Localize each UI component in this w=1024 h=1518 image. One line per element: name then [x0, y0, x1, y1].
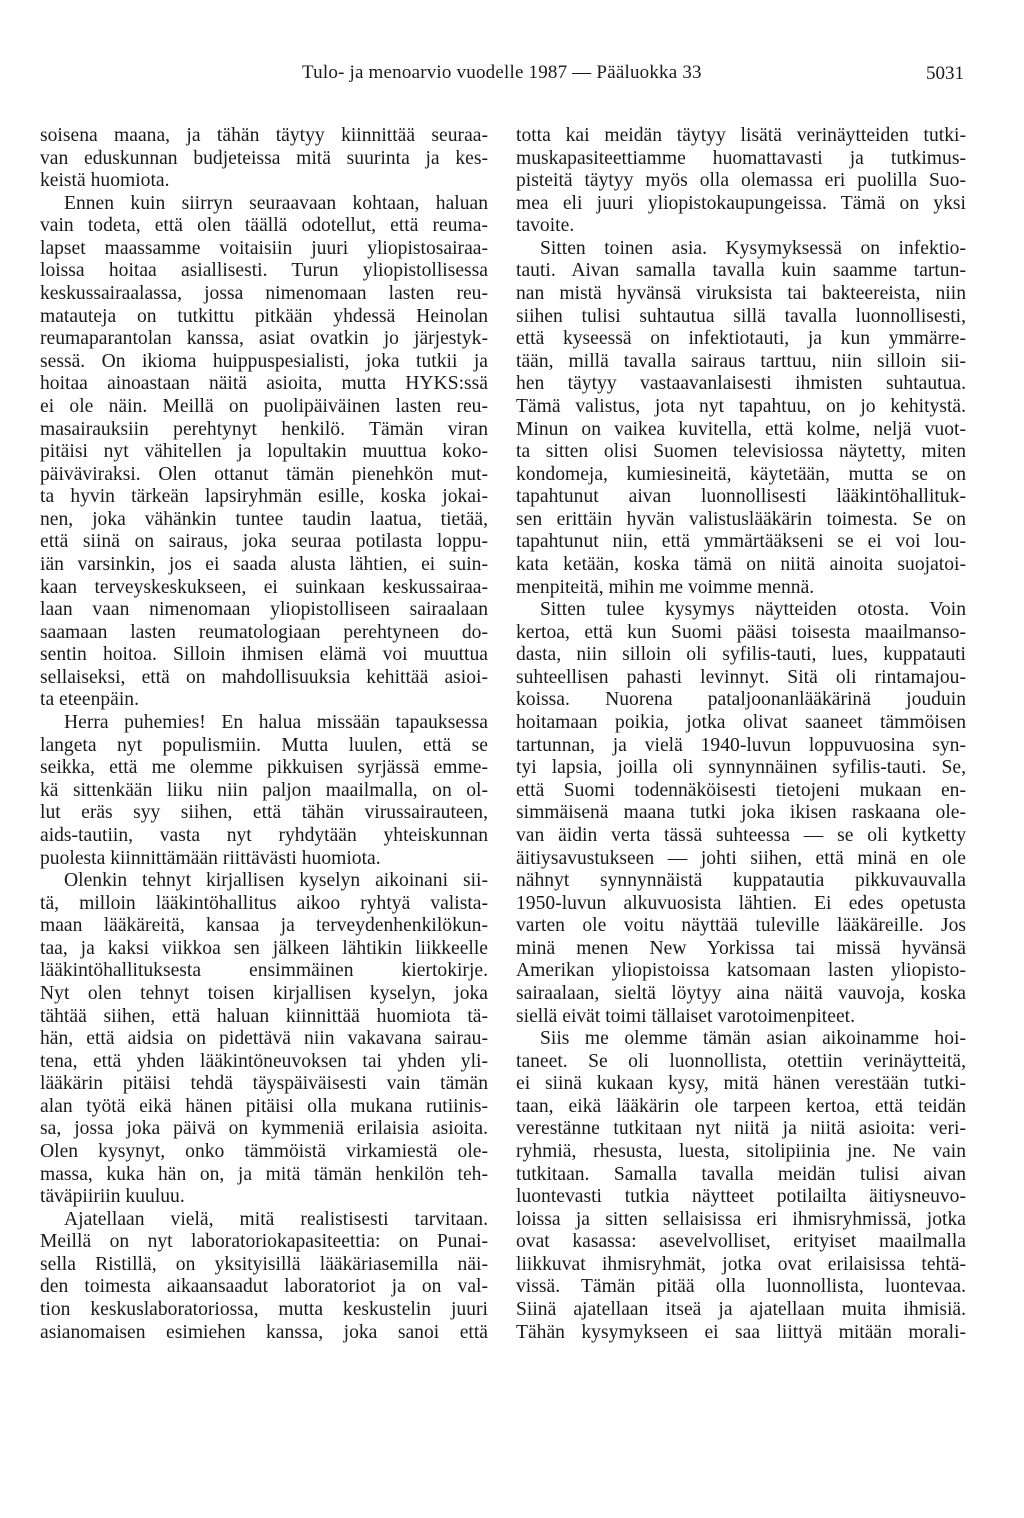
text-line: Amerikan yliopistoissa katsomaan lasten yliopisto-: [516, 960, 966, 982]
text-line: Ajatellaan vielä, mitä realistisesti tarvitaan.: [64, 1208, 488, 1230]
text-line: soisena maana, ja tähän täytyy kiinnittää seuraa-: [40, 125, 488, 146]
page-header: [40, 62, 964, 90]
text-line: Olen kysynyt, onko tämmöistä virkamiestä ole-: [40, 1141, 488, 1163]
text-line: koissa. Nuorena pataljoonanlääkärinä jouduin: [516, 689, 966, 711]
text-line: alan työtä eikä hänen pitäisi olla mukana rutiinis-: [40, 1095, 488, 1117]
text-line: masairauksiin perehtynyt henkilö. Tämän viran: [40, 418, 488, 440]
page-number: 5031: [926, 63, 964, 84]
text-line: pitäisi nyt vähitellen ja lopultakin muuttua koko-: [40, 441, 488, 463]
text-line: nen, joka vähänkin tuntee taudin laatua, tietää,: [40, 508, 488, 530]
text-line: äitiysavustukseen — johti siihen, että minä en ole: [516, 847, 966, 869]
text-line: tyi lapsia, joilla oli synnynnäinen syfilis-tauti. Se,: [516, 757, 966, 779]
text-line: Olenkin tehnyt kirjallisen kyselyn aikoinani sii-: [64, 870, 488, 892]
text-line: ta eteenpäin.: [40, 689, 140, 711]
text-line: totta kai meidän täytyy lisätä verinäytteiden tutki-: [516, 125, 966, 146]
text-line: minä menen New Yorkissa tai missä hyvänsä: [516, 937, 966, 959]
text-line: Siis me olemme tämän asian aikoinamme hoi-: [540, 1028, 966, 1050]
text-line: Tähän kysymykseen ei saa liittyä mitään morali-: [516, 1321, 966, 1343]
text-line: tena, että yhden lääkintöneuvoksen tai yhden yli-: [40, 1050, 488, 1072]
text-line: kondomeja, kumiesineitä, käytetään, mutta se on: [516, 463, 966, 485]
text-line: langeta nyt populismiin. Mutta luulen, että se: [40, 734, 488, 756]
text-line: siihen tulisi suhtautua sillä tavalla luonnollisesti,: [516, 305, 966, 327]
text-line: hoitamaan poikia, jotka olivat saaneet tämmöisen: [516, 712, 966, 734]
text-line: täväpiiriin kuuluu.: [40, 1186, 185, 1208]
text-line: tapahtunut aivan luonnollisesti lääkintöhallituk-: [516, 486, 966, 508]
text-line: kä sittenkään liiku niin paljon maailmalla, on ol-: [40, 779, 488, 801]
text-line: hän, että aidsia on pidettävä niin vakavana sairau-: [40, 1028, 488, 1050]
text-line: vain todeta, että olen täällä odotellut, että reuma-: [40, 215, 488, 237]
text-line: ryhmiä, rhesusta, luesta, sitolipiinia jne. Ne vain: [516, 1141, 966, 1163]
text-line: keistä huomiota.: [40, 170, 170, 192]
text-line: Nyt olen tehnyt toisen kirjallisen kyselyn, joka: [40, 982, 488, 1004]
text-line: hoitaa ainoastaan näitä asioita, mutta HYKS:ssä: [40, 373, 488, 395]
text-line: nan mistä hyvänsä viruksista tai bakteereista, niin: [516, 283, 966, 305]
text-line: aids-tautiin, vasta nyt ryhdytään yhteiskunnan: [40, 824, 488, 846]
text-line: pisteitä täytyy myös olla olemassa eri puolilla Suo-: [516, 170, 966, 192]
text-line: kata ketään, koska tämä on niitä ainoita suojatoi-: [516, 553, 966, 575]
text-line: sa, jossa joka päivä on kymmeniä erilaisia asioita.: [40, 1118, 488, 1140]
text-line: verestänne tutkitaan nyt niitä ja niitä asioita: veri-: [516, 1118, 966, 1140]
text-line: matauteja on tutkittu pitkään yhdessä Heinolan: [40, 305, 488, 327]
text-line: nähnyt synnynnäistä kuppatautia pikkuvauvalla: [516, 870, 966, 892]
text-line: Siinä ajatellaan itseä ja ajatellaan muita ihmisiä.: [516, 1299, 966, 1321]
text-line: Herra puhemies! En halua missään tapauksessa: [64, 712, 488, 734]
text-line: reumaparantolan kanssa, asiat ovatkin jo järjestyk-: [40, 328, 488, 350]
text-line: tavoite.: [516, 215, 575, 237]
text-line: Sitten toinen asia. Kysymyksessä on infektio-: [540, 237, 966, 259]
text-line: että kyseessä on infektiotauti, ja kun ymmärre-: [516, 328, 966, 350]
text-line: Ennen kuin siirryn seuraavaan kohtaan, haluan: [64, 192, 488, 214]
text-line: keskussairaalassa, jossa nimenomaan lasten reu-: [40, 283, 488, 305]
text-line: simmäisenä maana tutki joka ikisen raskaana ole-: [516, 802, 966, 824]
text-line: lut eräs syy siihen, että tähän virussairauteen,: [40, 802, 488, 824]
text-line: den toimesta aikaansaadut laboratoriot ja on val-: [40, 1276, 488, 1298]
text-line: van äidin verta tässä suhteessa — se oli kytketty: [516, 824, 966, 846]
text-line: päiväviraksi. Olen ottanut tämän pienehkön mut-: [40, 463, 488, 485]
text-line: loissa ja sitten sellaisissa eri ihmisryhmissä, jotka: [516, 1208, 966, 1230]
text-line: kaan terveyskeskukseen, ei suinkaan keskussairaa-: [40, 576, 488, 598]
text-line: sessä. On ikioma huippuspesialisti, joka tutkii ja: [40, 350, 488, 372]
text-line: varten ole voitu näyttää tuleville lääkäreille. Jos: [516, 915, 966, 937]
text-line: suhteellisen pahasti levinnyt. Sitä oli rintamajou-: [516, 666, 966, 688]
running-title: Tulo- ja menoarvio vuodelle 1987 — Pääluokka 33: [302, 62, 702, 83]
text-line: mea eli juuri yliopistokaupungeissa. Tämä on yksi: [516, 192, 966, 214]
text-line: seikka, että me olemme pikkuisen syrjässä emme-: [40, 757, 488, 779]
text-line: ei siinä kukaan kysy, mitä hänen verestään tutki-: [516, 1073, 966, 1095]
text-line: tartunnan, ja vielä 1940-luvun loppuvuosina syn-: [516, 734, 966, 756]
text-line: sella Ristillä, on yksityisillä lääkäriasemilla näi-: [40, 1253, 488, 1275]
text-line: Minun on vaikea kuvitella, että kolme, neljä vuot-: [516, 418, 966, 440]
left-text-column: [40, 125, 488, 1344]
text-line: ei ole näin. Meillä on puolipäiväinen lasten reu-: [40, 395, 488, 417]
text-line: Tämä valistus, jota nyt tapahtuu, on jo kehitystä.: [516, 395, 966, 417]
text-line: sen erittäin hyvän valistuslääkärin toimesta. Se on: [516, 508, 966, 530]
text-line: lääkintöhallituksesta ensimmäinen kiertokirje.: [40, 960, 488, 982]
text-line: ovat kasassa: asevelvolliset, erityiset maailmalla: [516, 1231, 966, 1253]
text-line: lääkärin pitäisi tehdä täyspäiväisesti vain tämän: [40, 1073, 488, 1095]
text-line: puolesta kiinnittämään riittävästi huomiota.: [40, 847, 381, 869]
text-line: liikkuvat ihmisryhmät, jotka ovat erilaisissa tehtä-: [516, 1253, 966, 1275]
text-line: siellä eivät toimi tällaiset varotoimenpiteet.: [516, 1005, 855, 1027]
right-text-column: [516, 125, 966, 1344]
text-line: hen täytyy vastaavanlaisesti ihmisten suhtautua.: [516, 373, 966, 395]
text-line: loissa hoitaa asiallisesti. Turun yliopistollisessa: [40, 260, 488, 282]
text-line: 1950-luvun alkuvuosista lähtien. Ei edes opetusta: [516, 892, 966, 914]
text-line: sellaiseksi, että on mahdollisuuksia kehittää asioi-: [40, 666, 488, 688]
text-line: menpiteitä, mihin me voimme mennä.: [516, 576, 815, 598]
text-line: saamaan lasten reumatologiaan perehtyneen do-: [40, 621, 488, 643]
text-line: massa, kuka hän on, ja mitä tämän henkilön teh-: [40, 1163, 488, 1185]
text-line: taan, eikä lääkärin ole tarpeen kertoa, että teidän: [516, 1095, 966, 1117]
text-line: laan vaan nimenomaan yliopistolliseen sairaalaan: [40, 599, 488, 621]
text-line: sentin hoitoa. Silloin ihmisen elämä voi muuttua: [40, 644, 488, 666]
text-line: asianomaisen esimiehen kanssa, joka sanoi että: [40, 1321, 488, 1343]
text-line: maan lääkäreitä, kansaa ja terveydenhenkilökun-: [40, 915, 488, 937]
text-line: että siinä on sairaus, joka seuraa potilasta loppu-: [40, 531, 488, 553]
text-line: iän varsinkin, jos ei saada alusta lähtien, ei suin-: [40, 553, 488, 575]
text-line: tään, millä tavalla sairaus tarttuu, niin silloin sii-: [516, 350, 966, 372]
text-line: taa, ja kaksi viikkoa sen jälkeen lähtikin liikkeelle: [40, 937, 488, 959]
text-line: dasta, niin silloin oli syfilis-tauti, lues, kuppatauti: [516, 644, 966, 666]
text-line: tä, milloin lääkintöhallitus aikoo ryhtyä valista-: [40, 892, 488, 914]
text-line: sairaalaan, sieltä löytyy aina näitä vauvoja, koska: [516, 982, 966, 1004]
text-line: tauti. Aivan samalla tavalla kuin saamme tartun-: [516, 260, 966, 282]
text-line: van eduskunnan budjeteissa mitä suurinta ja kes-: [40, 147, 488, 169]
text-line: tutkitaan. Samalla tavalla meidän tulisi aivan: [516, 1163, 966, 1185]
text-line: vissä. Tämän pitää olla luonnollista, luontevaa.: [516, 1276, 966, 1298]
text-line: ta hyvin tärkeän lapsiryhmän esille, koska jokai-: [40, 486, 488, 508]
text-line: kertoa, että kun Suomi pääsi toisesta maailmanso-: [516, 621, 966, 643]
text-line: Meillä on nyt laboratoriokapasiteettia: on Punai-: [40, 1231, 488, 1253]
text-line: tähtää siihen, että haluan kiinnittää huomiota tä-: [40, 1005, 488, 1027]
text-line: tapahtunut niin, että ymmärtääkseni se ei voi lou-: [516, 531, 966, 553]
text-line: että Suomi todennäköisesti tietojeni mukaan en-: [516, 779, 966, 801]
text-line: luontevasti tutkia näytteet potilailta äitiysneuvo-: [516, 1186, 966, 1208]
text-line: lapset maassamme voitaisiin juuri yliopistosairaa-: [40, 237, 488, 259]
text-line: ta sitten olisi Suomen televisiossa näytetty, miten: [516, 441, 966, 463]
text-line: tion keskuslaboratoriossa, mutta keskustelin juuri: [40, 1299, 488, 1321]
text-line: Sitten tulee kysymys näytteiden otosta. Voin: [540, 599, 966, 621]
text-line: taneet. Se oli luonnollista, otettiin verinäytteitä,: [516, 1050, 966, 1072]
text-line: muskapasiteettiamme huomattavasti ja tutkimus-: [516, 147, 966, 169]
